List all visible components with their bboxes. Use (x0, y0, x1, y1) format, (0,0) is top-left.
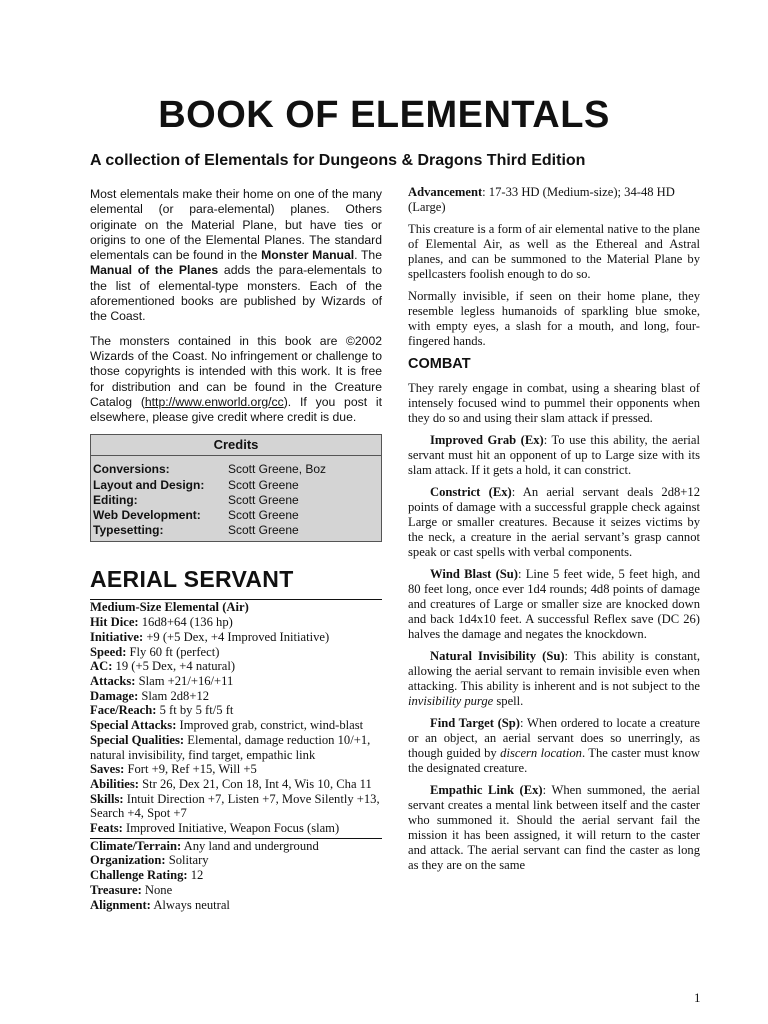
stat-value: 12 (187, 868, 204, 883)
credit-label: Web Development: (93, 508, 201, 523)
stat-label: Initiative: (90, 629, 144, 644)
creature-catalog-link[interactable]: http://www.enworld.org/cc (144, 394, 284, 409)
stat-value: Fly 60 ft (perfect) (126, 644, 220, 659)
stat-block (90, 599, 382, 912)
ability-text: : When summoned, the aerial servant creates a mental link between itself and the caster who summoned it. Should the aerial servant fail the mission it has been assigned, it will return to the caster and attack. The aerial servant can find the caster as long as they are on the same (408, 783, 700, 872)
stat-value: Always neutral (150, 897, 230, 912)
credit-row (91, 508, 381, 523)
stat-label: Challenge Rating: (90, 868, 188, 883)
intro-text: The monsters contained in this book are ©2002 Wizards of the Coast. No infringement or challenge to those copyrights is intended with this work. It is free for distribution and can be found in the Creature Catalog ( (90, 333, 382, 409)
stat-label: Damage: (90, 688, 139, 703)
spell-name: discern location (500, 746, 582, 760)
credit-label: Editing: (93, 492, 138, 507)
stat-label: Speed: (90, 644, 127, 659)
stat-label: Special Attacks: (90, 718, 177, 733)
monster-type: Medium-Size Elemental (Air) (90, 599, 382, 615)
stat-value: Solitary (165, 853, 209, 868)
ability-list (408, 433, 700, 642)
credits-heading: Credits (91, 437, 381, 456)
ability-text: spell. (493, 694, 524, 708)
stat-label: Feats: (90, 821, 123, 836)
stat-label: Attacks: (90, 673, 136, 688)
stat-value: Elemental, damage reduction 10/+1, natural invisibility, find target, empathic link (90, 732, 371, 762)
stat-value: 16d8+64 (136 hp) (138, 615, 233, 630)
monster-manual-ref: Monster Manual (261, 248, 355, 263)
credits-list (91, 462, 381, 538)
stat-value: Improved grab, constrict, wind-blast (176, 718, 364, 733)
stat-label: Abilities: (90, 776, 139, 791)
stat-line (90, 821, 382, 836)
stat-value: Fort +9, Ref +15, Will +5 (124, 762, 257, 777)
stat-value: Any land and underground (181, 838, 319, 853)
ability-natural-invisibility (408, 649, 700, 709)
credit-label: Layout and Design: (93, 477, 205, 492)
credit-row (91, 523, 381, 538)
stat-line (90, 615, 382, 630)
ability-text: : When ordered to locate a creature or an object, an aerial servant does so unerringly, as though guided by (408, 716, 700, 760)
ability-text: : An aerial servant deals 2d8+12 points of damage with a successful grapple check against Large or smaller creatures. Because it seizes victims by the neck, a creature in the aerial servant’s grasp cannot speak or cast spells with verbal components. (408, 485, 700, 559)
ability-paragraph (408, 485, 700, 560)
monster-name: AERIAL SERVANT (90, 566, 294, 593)
stat-value: +9 (+5 Dex, +4 Improved Initiative) (143, 629, 330, 644)
ecology-lines (90, 839, 382, 913)
stat-line (90, 868, 382, 883)
stat-label: Face/Reach: (90, 703, 157, 718)
credit-row (91, 462, 381, 477)
right-column (408, 185, 700, 880)
ability-text: : This ability is constant, allowing the aerial servant to remain invisible even when attacking. This ability is inherent and is not subject to the (408, 649, 701, 693)
stat-value: Intuit Direction +7, Listen +7, Move Silently +13, Search +4, Spot +7 (90, 791, 380, 821)
page-title: BOOK OF ELEMENTALS (158, 94, 610, 136)
manual-of-planes-ref: Manual of the Planes (90, 263, 219, 278)
credit-value: Scott Greene, Boz (228, 462, 327, 477)
stat-line (90, 718, 382, 733)
credit-row (91, 478, 381, 493)
ability-name: Improved Grab (Ex) (430, 433, 544, 447)
ability-text: : To use this ability, the aerial servant must hit an opponent of up to Large size with its slam attack. If it gets a hold, it can constrict. (408, 433, 700, 477)
stat-line (90, 762, 382, 777)
stat-label: Special Qualities: (90, 732, 185, 747)
stat-line (90, 898, 382, 913)
stat-value: Slam +21/+16/+11 (135, 673, 234, 688)
stat-lines (90, 615, 382, 836)
stat-label: Hit Dice: (90, 615, 139, 630)
stat-line (90, 659, 382, 674)
intro-text: . The (354, 248, 382, 263)
stat-value: Str 26, Dex 21, Con 18, Int 4, Wis 10, Cha 11 (138, 776, 372, 791)
intro-paragraph-1 (90, 187, 382, 325)
stat-line (90, 733, 382, 762)
ability-name: Empathic Link (Ex) (430, 783, 543, 797)
ability-empathic-link (408, 783, 700, 873)
credit-value: Scott Greene (228, 523, 299, 538)
stat-label: Treasure: (90, 882, 142, 897)
stat-label: Alignment: (90, 897, 151, 912)
credit-value: Scott Greene (228, 508, 299, 523)
credit-value: Scott Greene (228, 477, 299, 492)
stat-value: Improved Initiative, Weapon Focus (slam) (122, 821, 340, 836)
ability-find-target (408, 716, 700, 776)
stat-value: Slam 2d8+12 (138, 688, 210, 703)
description-paragraph-2: Normally invisible, if seen on their home plane, they resemble legless humanoids of sparkling blue smoke, with empty eyes, a slash for a mouth, and long, four-fingered hands. (408, 289, 700, 348)
page-number: 1 (694, 990, 701, 1005)
page-subtitle: A collection of Elementals for Dungeons & Dragons Third Edition (90, 152, 586, 169)
stat-value: None (141, 882, 173, 897)
intro-text: ). If you post it elsewhere, please give credit where credit is due. (90, 394, 383, 425)
stat-label: Organization: (90, 853, 166, 868)
advancement-value: : 17-33 HD (Medium-size); 34-48 HD (Large) (408, 185, 675, 214)
stat-line (90, 703, 382, 718)
ability-text: : Line 5 feet wide, 5 feet high, and 80 feet long, once ever 1d4 rounds; 4d8 points of damage and creatures of Large or smaller size are knocked down and back 1d4x10 feet. A successful Reflex save (DC 26) halves the damage and negates the knockdown. (408, 567, 701, 641)
stat-line (90, 792, 382, 821)
intro-paragraph-2 (90, 334, 382, 426)
stat-line (90, 883, 382, 898)
stat-label: AC: (90, 659, 113, 674)
credit-label: Typesetting: (93, 523, 164, 538)
combat-heading: COMBAT (408, 356, 471, 372)
stat-line (90, 777, 382, 792)
ability-name: Find Target (Sp) (430, 716, 520, 730)
stat-line (90, 645, 382, 660)
stat-value: 5 ft by 5 ft/5 ft (156, 703, 234, 718)
credit-row (91, 493, 381, 508)
ability-paragraph (408, 567, 700, 642)
stat-line (90, 674, 382, 689)
spell-name: invisibility purge (408, 694, 494, 708)
stat-label: Climate/Terrain: (90, 838, 182, 853)
combat-intro: They rarely engage in combat, using a shearing blast of intensely focused wind to pummel their opponents when they do so and using their slam attack if pressed. (408, 381, 700, 425)
ability-text: . The caster must know the designated creature. (408, 746, 700, 775)
ability-name: Wind Blast (Su) (430, 567, 518, 581)
stat-line (90, 689, 382, 704)
stat-value: 19 (+5 Dex, +4 natural) (112, 659, 236, 674)
ability-paragraph (408, 433, 700, 478)
intro-section (90, 187, 382, 425)
stat-line (90, 630, 382, 645)
credit-value: Scott Greene (228, 492, 299, 507)
credit-label: Conversions: (93, 462, 170, 477)
credits-box (90, 434, 382, 542)
intro-text: adds the para-elementals to the list of elemental-type monsters. Each of the aforementioned books are published by Wizards of the Coast. (90, 263, 382, 324)
left-column (90, 187, 382, 912)
stat-label: Skills: (90, 791, 124, 806)
stat-line (90, 839, 382, 854)
stat-line (90, 853, 382, 868)
description-paragraph-1: This creature is a form of air elemental native to the plane of Elemental Air, as well as the Ethereal and Astral planes, and can be summoned to the Material Plane by spellcasters foolish enough to do so. (408, 222, 700, 281)
intro-text: Most elementals make their home on one of the many elemental (or para-elemental) planes. Others originate on the Material Plane, but have ties or origins to one of the Elemental Planes. The standard elementals can be found in the (90, 187, 382, 263)
stat-label: Saves: (90, 762, 125, 777)
ability-name: Natural Invisibility (Su) (430, 649, 565, 663)
ability-name: Constrict (Ex) (430, 485, 512, 499)
advancement-line (408, 185, 700, 215)
advancement-label: Advancement (408, 185, 483, 199)
